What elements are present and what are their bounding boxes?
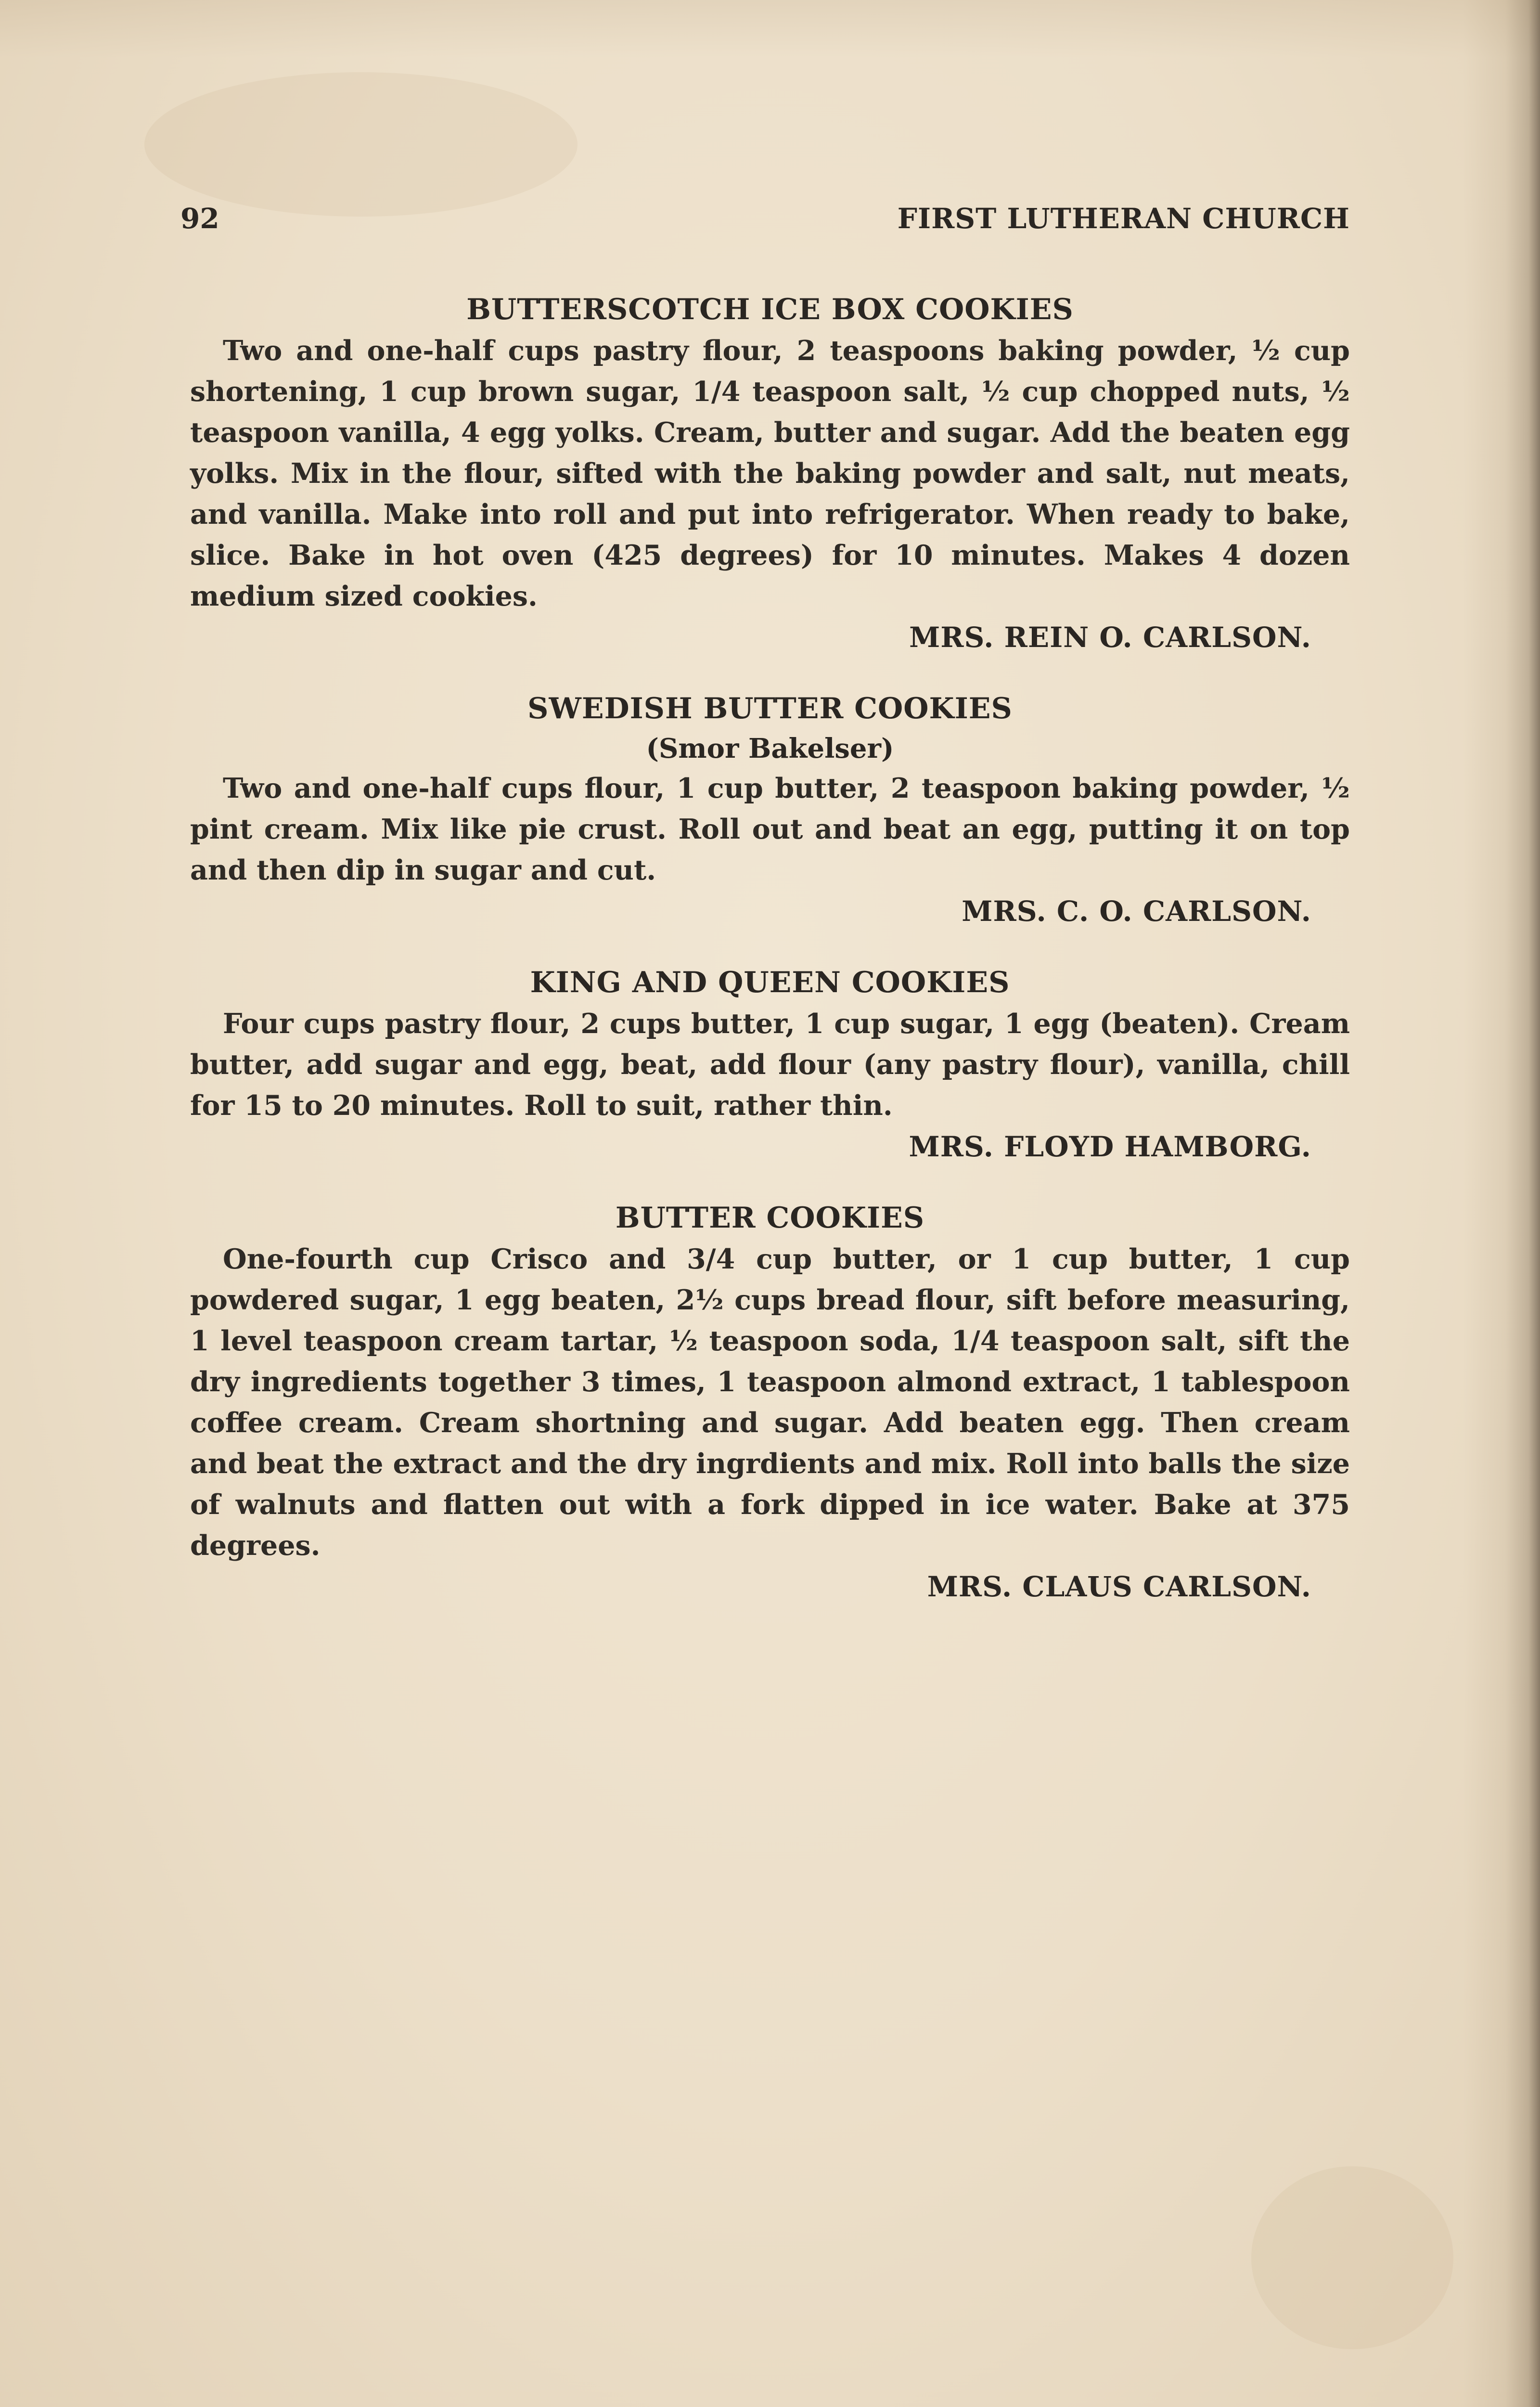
recipe-subtitle: (Smor Bakelser) xyxy=(646,733,894,764)
recipe-contributor: MRS. FLOYD HAMBORG. xyxy=(909,1130,1311,1163)
recipe-swedish-butter-cookies xyxy=(190,688,1350,932)
running-header xyxy=(180,202,1350,241)
recipe-butterscotch-ice-box-cookies xyxy=(190,289,1350,658)
page-top-shading xyxy=(0,0,1540,58)
recipe-king-and-queen-cookies xyxy=(190,962,1350,1167)
page-number: 92 xyxy=(180,202,219,235)
recipe-contributor: MRS. REIN O. CARLSON. xyxy=(909,621,1311,654)
header-title: FIRST LUTHERAN CHURCH xyxy=(897,202,1350,235)
recipe-contributor: MRS. CLAUS CARLSON. xyxy=(927,1570,1311,1603)
page-spine-shading xyxy=(1463,0,1540,2407)
recipe-list xyxy=(190,289,1350,1637)
recipe-contributor: MRS. C. O. CARLSON. xyxy=(962,895,1311,928)
recipe-body: Two and one-half cups pastry flour, 2 teaspoons baking powder, ½ cup shortening, 1 cup brown sugar, 1/4 teaspoon salt, ½ cup chopped nuts, ½ teaspoon vanilla, 4 egg yolks. Cream, butter and sugar. Add the beaten egg yolks. Mix in the flour, sifted with the baking powder and salt, nut meats, and vanilla. Make into roll and put into refrigerator. When ready to bake, slice. Bake in hot oven (425 degrees) for 10 minutes. Makes 4 dozen medium sized cookies. xyxy=(190,335,1350,612)
recipe-title: BUTTERSCOTCH ICE BOX COOKIES xyxy=(466,293,1074,326)
recipe-butter-cookies xyxy=(190,1197,1350,1607)
recipe-title: KING AND QUEEN COOKIES xyxy=(530,966,1010,999)
recipe-body: One-fourth cup Crisco and 3/4 cup butter, or 1 cup butter, 1 cup powdered sugar, 1 egg beaten, 2½ cups bread flour, sift before measuring, 1 level teaspoon cream tartar, ½ teaspoon soda, 1/4 teaspoon salt, sift the dry ingredients together 3 times, 1 teaspoon almond extract, 1 tablespoon coffee cream. Cream shortning and sugar. Add beaten egg. Then cream and beat the extract and the dry ingrdients and mix. Roll into balls the size of walnuts and flatten out with a fork dipped in ice water. Bake at 375 degrees. xyxy=(190,1243,1350,1562)
paper-stain xyxy=(144,72,578,217)
recipe-body: Two and one-half cups flour, 1 cup butter, 2 teaspoon baking powder, ½ pint cream. Mix like pie crust. Roll out and beat an egg, putting it on top and then dip in sugar and cut. xyxy=(190,772,1350,886)
paper-stain xyxy=(1251,2166,1453,2349)
recipe-body: Four cups pastry flour, 2 cups butter, 1 cup sugar, 1 egg (beaten). Cream butter, add sugar and egg, beat, add flour (any pastry flour), vanilla, chill for 15 to 20 minutes. Roll to suit, rather thin. xyxy=(190,1008,1350,1122)
recipe-title: SWEDISH BUTTER COOKIES xyxy=(527,692,1013,725)
recipe-title: BUTTER COOKIES xyxy=(615,1201,925,1235)
